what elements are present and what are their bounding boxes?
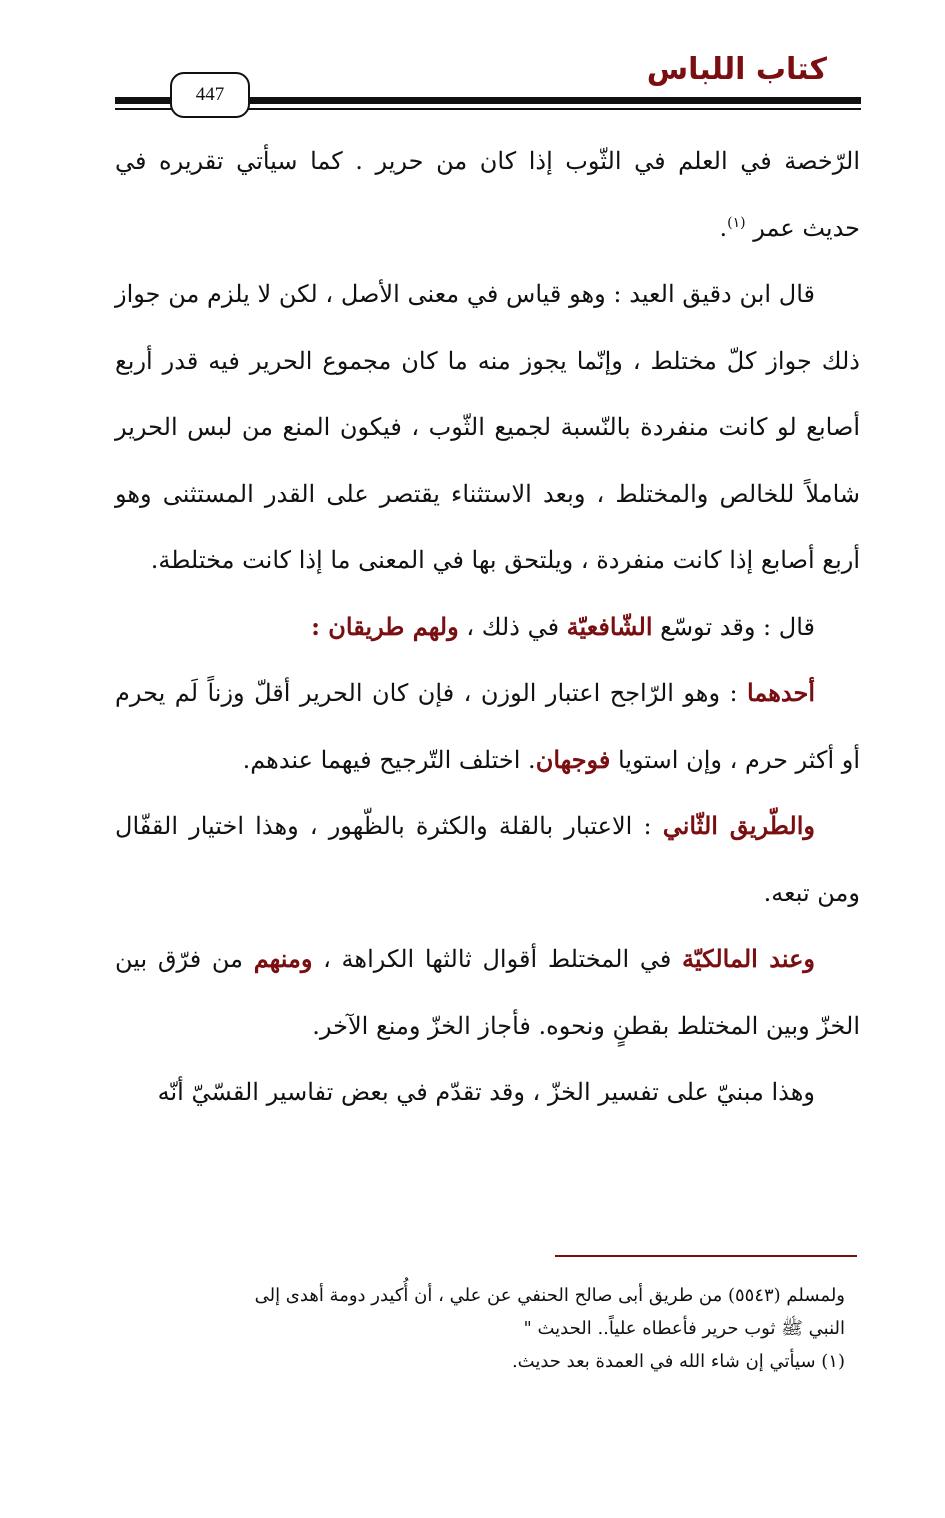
paragraph-7: وهذا مبنيّ على تفسير الخزّ ، وقد تقدّم في بعض تفاسير القسّيّ أنّه (157, 1078, 815, 1106)
paragraph-1-end: . (719, 213, 728, 242)
p4-text-d: . اختلف التّرجيح فيهما عندهم. (242, 745, 536, 774)
p6-text-d: من فرّق بين الخزّ وبين المختلط بقطنٍ ونحوه. فأجاز الخزّ ومنع الآخر. (115, 945, 860, 1040)
p5-text-b: : الاعتبار بالقلة والكثرة بالظّهور ، وهذا اختيار القفّال ومن تبعه. (115, 812, 860, 907)
footnote-line-3: (١) سيأتي إن شاء الله في العمدة بعد حديث. (511, 1351, 845, 1372)
footnotes (115, 1279, 845, 1378)
main-text (115, 128, 860, 1126)
paragraph-6 (115, 926, 860, 1059)
p3-text-a: قال : وقد توسّع (652, 612, 815, 641)
chapter-title: كتاب اللباس (646, 52, 827, 87)
p3-highlight-two-ways: ولهم طريقان : (311, 611, 459, 641)
paragraph-3 (115, 594, 860, 661)
footnote-ref-1: (١) (727, 214, 746, 231)
p6-highlight-malikiyya: وعند المالكيّة (681, 944, 815, 973)
p4-text-b: : وهو الرّاجح اعتبار الوزن ، فإن كان الحرير أقلّ وزناً لَم يحرم أو أكثر حرم ، وإن استويا (115, 679, 860, 774)
footnote-line-2: النبي ﷺ ثوب حرير فأعطاه علياً.. الحديث " (523, 1318, 845, 1339)
p3-highlight-shafiiyya: الشّافعيّة (566, 611, 653, 641)
paragraph-1-text: الرّخصة في العلم في الثّوب إذا كان من حرير . كما سيأتي تقريره في حديث عمر (115, 147, 860, 242)
footnote-line-1: ولمسلم (٥٥٤٣) من طريق أبى صالح الحنفي عن علي ، أن أُكيدر دومة أهدى إلى (254, 1285, 845, 1306)
paragraph-1 (115, 128, 860, 261)
paragraph-4 (115, 660, 860, 793)
paragraph-5 (115, 793, 860, 926)
footnote-separator (555, 1255, 857, 1257)
p3-text-c: في ذلك ، (458, 612, 567, 641)
p4-highlight-first: أحدهما (747, 678, 815, 707)
paragraph-2: قال ابن دقيق العيد : وهو قياس في معنى الأصل ، لكن لا يلزم من جواز ذلك جواز كلّ مختلط ، وإنّما يجوز منه ما كان مجموع الحرير فيه قدر أربع أصابع لو كانت منفردة بالنّسبة لجميع الثّوب ، فيكون المنع من لبس الحرير شاملاً للخالص والمختلط ، وبعد الاستثناء يقتصر على القدر المستثنى وهو أربع أصابع إذا كانت منفردة ، ويلتحق بها في المعنى ما إذا كانت مختلطة. (115, 280, 860, 574)
p6-highlight-minhum: ومنهم (253, 944, 313, 973)
p5-highlight-second-way: والطّريق الثّاني (662, 811, 815, 840)
page-number: 447 (170, 72, 250, 118)
page-header (0, 0, 945, 130)
p6-text-b: في المختلط أقوال ثالثها الكراهة ، (312, 945, 682, 973)
p4-highlight-two-views: فوجهان (535, 744, 611, 774)
